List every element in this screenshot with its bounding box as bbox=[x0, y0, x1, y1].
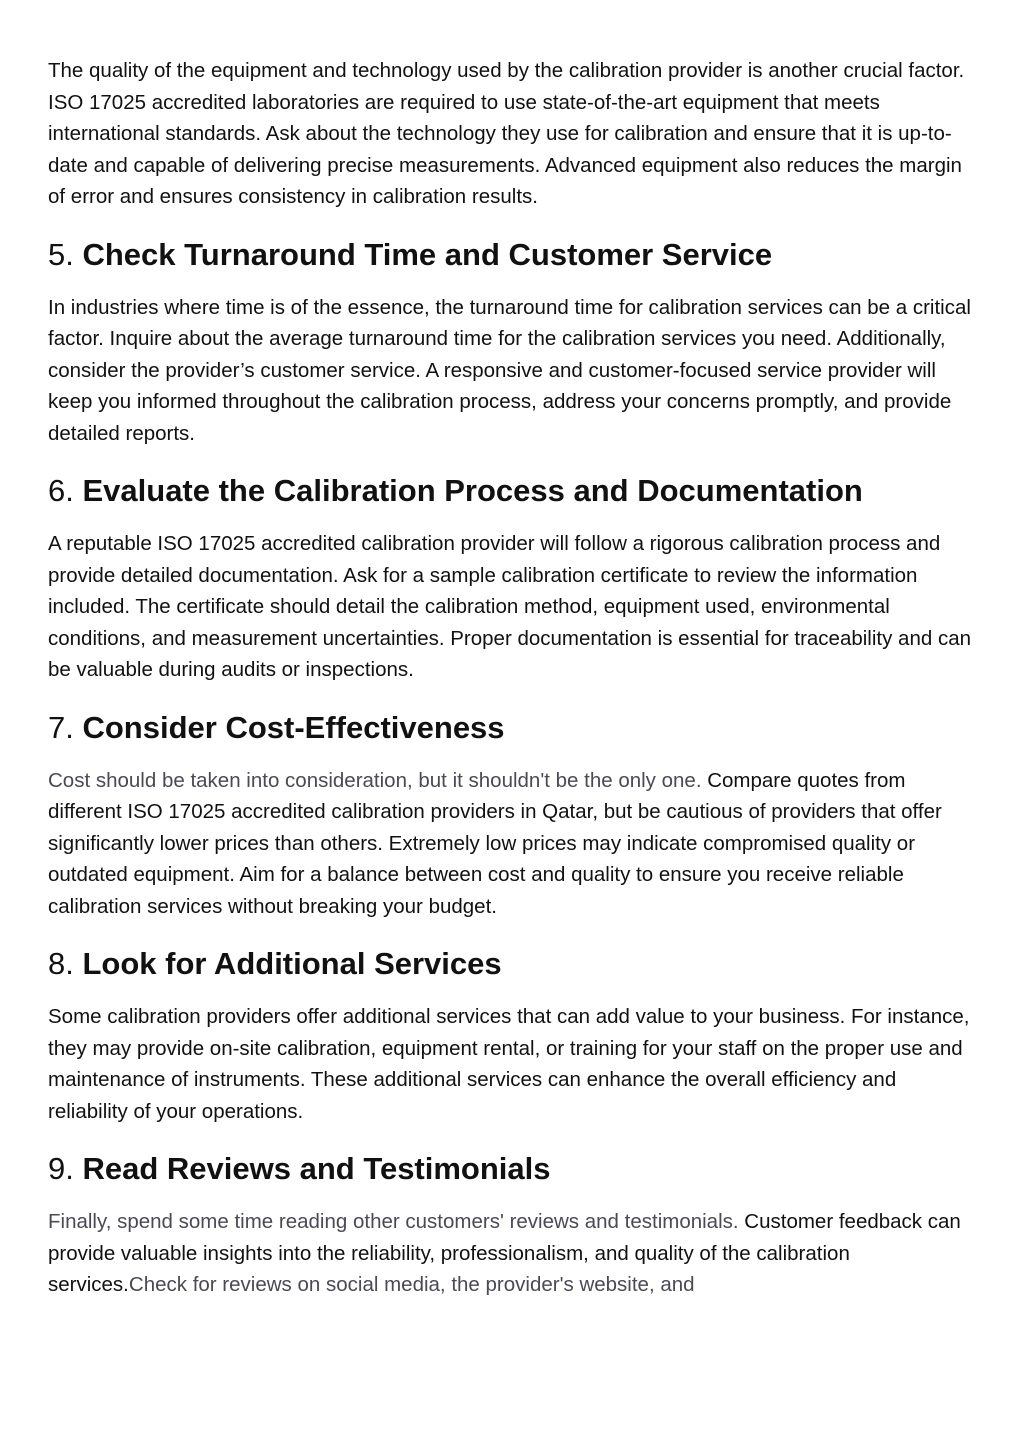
section-6-paragraph bbox=[48, 528, 978, 686]
intro-paragraph: The quality of the equipment and technology used by the calibration provider is another crucial factor. ISO 17025 accredited laboratories are required to use state-of-the-art equipment that meets international standards. Ask about the technology they use for calibration and ensure that it is up-to-date and capable of delivering precise measurements. Advanced equipment also reduces the margin of error and ensures consistency in calibration results. bbox=[48, 59, 965, 208]
section-number: 6. bbox=[48, 473, 74, 508]
section-7-heading bbox=[48, 708, 978, 748]
section-6-heading bbox=[48, 471, 978, 511]
section-9-heading bbox=[48, 1149, 978, 1189]
section-8-heading bbox=[48, 944, 978, 984]
body-text: Compare quotes from different ISO 17025 accredited calibration providers in Qatar, but be cautious of providers that offer significantly lower prices than others. Extremely low prices may indicate compromised quality or outdated equipment. Aim for a balance between cost and quality to ensure you receive reliable calibration services without breaking your budget. bbox=[48, 768, 942, 918]
document-page bbox=[48, 55, 978, 1301]
body-text: Some calibration providers offer additional services that can add value to your business. For instance, they may provide on-site calibration, equipment rental, or training for your staff on the proper use and maintenance of instruments. These additional services can enhance the overall efficiency and reliability of your operations. bbox=[48, 1005, 970, 1123]
section-title: Check Turnaround Time and Customer Service bbox=[82, 236, 773, 272]
section-5-paragraph bbox=[48, 292, 978, 450]
body-text: Customer feedback can provide valuable insights into the reliability, professionalism, and quality of the calibration services. bbox=[48, 1210, 961, 1296]
section-title: Look for Additional Services bbox=[82, 946, 502, 981]
section-7-paragraph bbox=[48, 765, 978, 923]
body-text: A reputable ISO 17025 accredited calibration provider will follow a rigorous calibration process and provide detailed documentation. Ask for a sample calibration certificate to review the information included. The certificate should detail the calibration method, equipment used, environmental conditions, and measurement uncertainties. Proper documentation is essential for traceability and can be valuable during audits or inspections. bbox=[48, 532, 972, 681]
section-title: Read Reviews and Testimonials bbox=[82, 1151, 551, 1186]
muted-text: Finally, spend some time reading other customers' reviews and testimonials. bbox=[48, 1210, 739, 1233]
muted-tail-text: Check for reviews on social media, the provider's website, and bbox=[128, 1273, 695, 1296]
section-number: 7. bbox=[48, 709, 74, 745]
muted-text: Cost should be taken into consideration, but it shouldn't be the only one. bbox=[48, 768, 702, 792]
section-number: 8. bbox=[48, 946, 74, 981]
section-5-heading bbox=[48, 235, 978, 275]
body-text: In industries where time is of the essence, the turnaround time for calibration services can be a critical factor. Inquire about the average turnaround time for the calibration services you need. Additionally, consider the provider’s customer service. A responsive and customer-focused service provider will keep you informed throughout the calibration process, address your concerns promptly, and provide detailed reports. bbox=[48, 295, 971, 445]
section-9-paragraph bbox=[48, 1206, 978, 1301]
section-8-paragraph bbox=[48, 1001, 978, 1127]
section-number: 5. bbox=[48, 236, 74, 272]
section-number: 9. bbox=[48, 1151, 74, 1186]
section-title: Consider Cost-Effectiveness bbox=[82, 709, 505, 745]
section-title: Evaluate the Calibration Process and Documentation bbox=[82, 473, 863, 508]
